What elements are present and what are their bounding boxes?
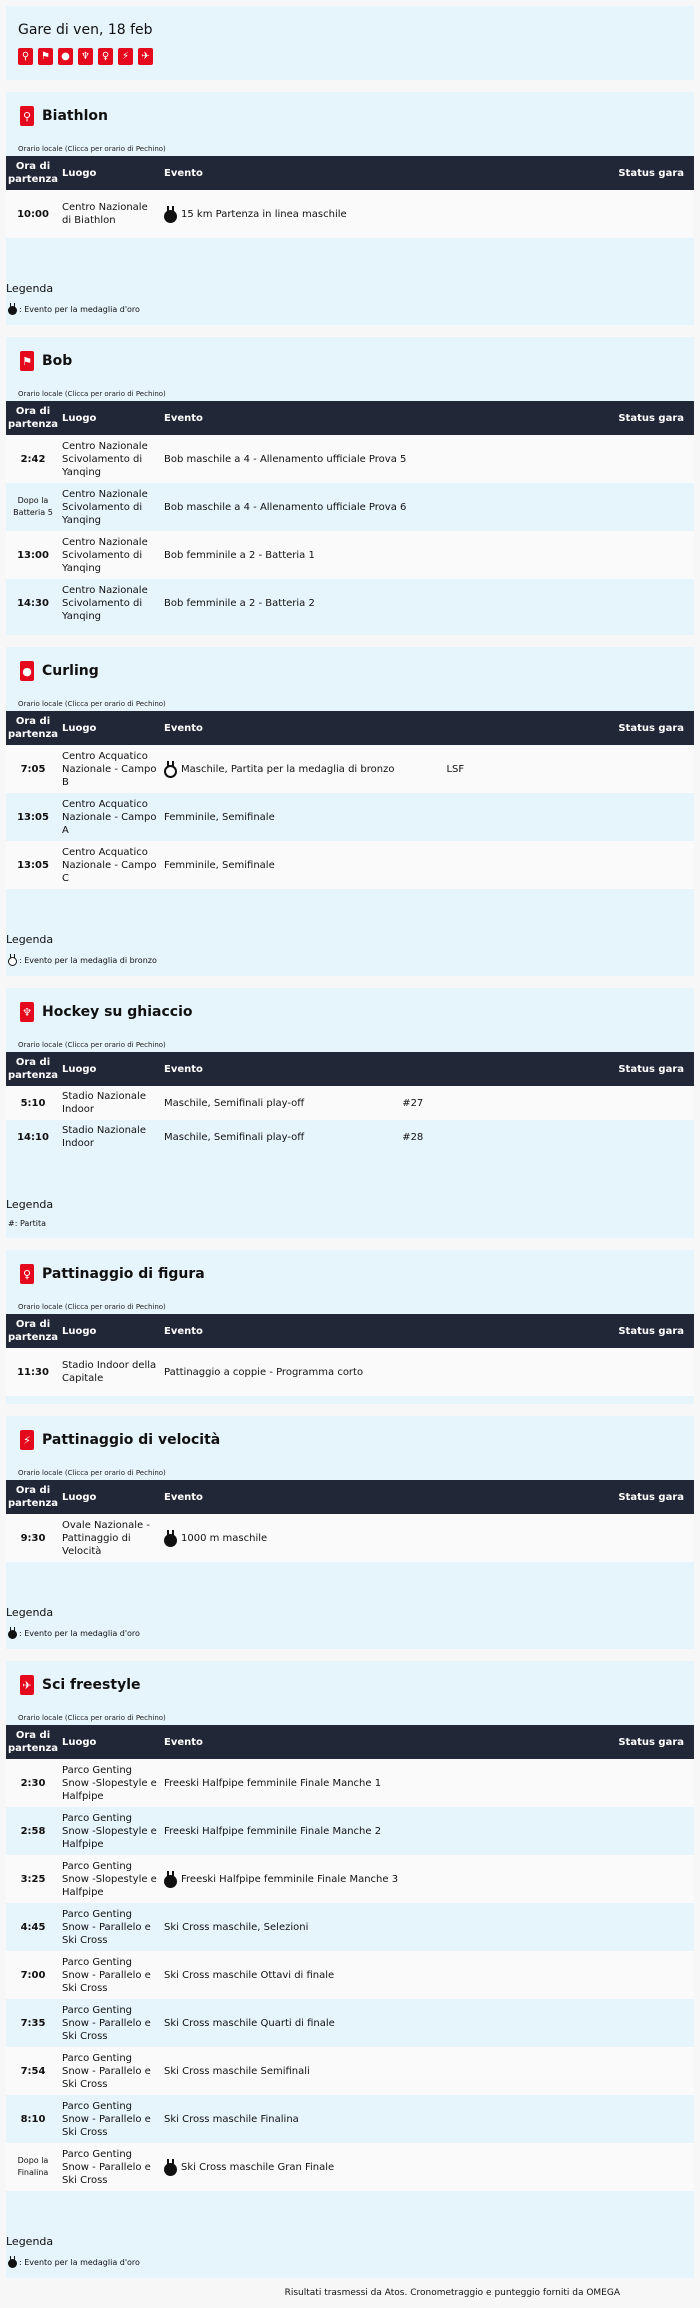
biathlon-icon: ⚲ (20, 106, 34, 126)
event-cell (160, 435, 584, 483)
event-wrap (164, 1530, 584, 1547)
bronze-medal-icon (164, 761, 177, 778)
ice-hockey-icon: ♆ (20, 1002, 34, 1022)
venue: Stadio Nazionale Indoor (62, 1091, 146, 1115)
event-cell (160, 2095, 584, 2143)
local-time-toggle[interactable]: Orario locale (Clicca per orario di Pechino) (18, 145, 166, 153)
sport-section (6, 1661, 694, 2278)
race-status (584, 1855, 694, 1903)
section-title: Bob (42, 353, 73, 369)
column-header-time: Ora di partenza (7, 1319, 59, 1343)
event-name[interactable]: Maschile, Partita per la medaglia di bronzo (181, 763, 395, 775)
section-title: Biathlon (42, 108, 108, 124)
section-header (6, 337, 694, 385)
start-time: 14:30 (17, 597, 49, 609)
venue: Parco Genting Snow -Slopestyle e Halfpipe (62, 1764, 157, 1802)
venue: Parco Genting Snow - Parallelo e Ski Cross (62, 2052, 151, 2090)
column-header-event: Evento (164, 412, 203, 424)
match-number: #28 (402, 1131, 424, 1143)
table-header-row (6, 1480, 694, 1514)
sport-icons-bar (18, 48, 682, 65)
medal-disc (164, 1875, 177, 1888)
column-header-event: Evento (164, 722, 203, 734)
table-header-row (6, 1314, 694, 1348)
legend-title: Legenda (6, 282, 54, 295)
table-row[interactable] (6, 745, 694, 793)
medal-disc (8, 306, 17, 315)
column-header-time: Ora di partenza (7, 1057, 59, 1081)
schedule-table (6, 1052, 694, 1154)
footer-credits: Risultati trasmessi da Atos. Cronometraggio e punteggio forniti da OMEGA (284, 2288, 620, 2298)
column-header-event: Evento (164, 1491, 203, 1503)
table-row[interactable] (6, 1855, 694, 1903)
event-name[interactable]: Ski Cross maschile Finalina (164, 2113, 299, 2125)
event-wrap (164, 1970, 584, 1981)
event-wrap (164, 1871, 584, 1888)
local-time-toggle[interactable]: Orario locale (Clicca per orario di Pechino) (18, 700, 166, 708)
section-header (6, 92, 694, 140)
section-header (6, 1250, 694, 1298)
event-wrap (164, 550, 584, 561)
sport-section (6, 92, 694, 325)
venue: Centro Acquatico Nazionale - Campo C (62, 846, 157, 884)
event-cell (160, 1086, 584, 1120)
race-status (584, 1999, 694, 2047)
schedule-table (6, 401, 694, 627)
table-row[interactable] (6, 1903, 694, 1951)
medal-disc (8, 2259, 17, 2268)
race-status (584, 1348, 694, 1396)
table-row[interactable] (6, 1759, 694, 1807)
ice-hockey-icon[interactable]: ♆ (78, 48, 93, 65)
event-cell (160, 1855, 584, 1903)
table-header-row (6, 401, 694, 435)
start-time: 8:10 (20, 2113, 46, 2125)
race-status (584, 190, 694, 238)
legend-gold (6, 2256, 694, 2268)
event-cell (160, 579, 584, 627)
start-time: 7:00 (20, 1969, 46, 1981)
table-row[interactable] (6, 483, 694, 531)
race-status (584, 2095, 694, 2143)
event-wrap (164, 2018, 584, 2029)
schedule-table (6, 1725, 694, 2191)
legend-title: Legenda (6, 1198, 54, 1211)
venue: Centro Nazionale Scivolamento di Yanqing (62, 584, 148, 622)
column-header-venue: Luogo (62, 1325, 97, 1337)
venue: Centro Acquatico Nazionale - Campo B (62, 750, 157, 788)
legend-title: Legenda (6, 933, 54, 946)
column-header-status: Status gara (618, 1491, 684, 1503)
column-header-venue: Luogo (62, 1491, 97, 1503)
event-cell (160, 1951, 584, 1999)
event-name[interactable]: Femminile, Semifinale (164, 859, 275, 871)
freestyle-skiing-icon[interactable]: ✈ (138, 48, 153, 65)
start-time: 13:05 (17, 811, 49, 823)
medal-disc (164, 210, 177, 223)
event-name[interactable]: Ski Cross maschile Semifinali (164, 2065, 310, 2077)
table-row[interactable] (6, 1348, 694, 1396)
start-time (6, 2143, 60, 2191)
legend-match-text: #: Partita (8, 1219, 46, 1228)
legend-title: Legenda (6, 1606, 54, 1619)
sport-section (6, 1416, 694, 1649)
schedule-table (6, 1314, 694, 1396)
schedule-table (6, 156, 694, 238)
event-name[interactable]: Ski Cross maschile Quarti di finale (164, 2017, 335, 2029)
legend (6, 238, 694, 325)
curling-icon: ● (20, 661, 34, 681)
start-time-label: Dopo la Finalina (17, 2156, 49, 2177)
medal-disc (164, 2163, 177, 2176)
column-header-time: Ora di partenza (7, 161, 59, 185)
column-header-status: Status gara (618, 1063, 684, 1075)
table-row[interactable] (6, 793, 694, 841)
event-cell (160, 2047, 584, 2095)
venue: Centro Nazionale Scivolamento di Yanqing (62, 536, 148, 574)
event-wrap (164, 502, 584, 513)
legend (6, 1562, 694, 1649)
medal-disc (164, 1534, 177, 1547)
event-name[interactable]: Femminile, Semifinale (164, 811, 275, 823)
table-row[interactable] (6, 579, 694, 627)
day-header (6, 6, 694, 80)
local-time-toggle[interactable]: Orario locale (Clicca per orario di Pechino) (18, 390, 166, 398)
start-time-label: Dopo la Batteria 5 (13, 496, 53, 517)
section-header (6, 1661, 694, 1709)
event-name[interactable]: Maschile, Semifinali play-off (164, 1097, 305, 1109)
venue: Parco Genting Snow -Slopestyle e Halfpipe (62, 1812, 157, 1850)
legend-gold-text: : Evento per la medaglia d'oro (19, 2257, 140, 2267)
event-cell (160, 531, 584, 579)
event-name[interactable]: Freeski Halfpipe femminile Finale Manche 2 (164, 1825, 382, 1837)
start-time (6, 483, 60, 531)
event-wrap (164, 761, 584, 778)
column-header-time: Ora di partenza (7, 406, 59, 430)
table-row[interactable] (6, 531, 694, 579)
event-name[interactable]: 1000 m maschile (181, 1532, 268, 1544)
section-header (6, 1416, 694, 1464)
section-header (6, 647, 694, 695)
column-header-status: Status gara (618, 1325, 684, 1337)
race-status (584, 579, 694, 627)
start-time: 13:05 (17, 859, 49, 871)
legend (6, 1154, 694, 1238)
race-status (584, 1951, 694, 1999)
legend-spacer (6, 1162, 694, 1192)
section-title: Hockey su ghiaccio (42, 1004, 193, 1020)
start-time: 14:10 (17, 1131, 49, 1143)
race-status (584, 531, 694, 579)
schedule-table (6, 711, 694, 889)
venue: Centro Acquatico Nazionale - Campo A (62, 798, 157, 836)
table-header-row (6, 156, 694, 190)
event-name[interactable]: Bob femminile a 2 - Batteria 1 (164, 549, 315, 561)
table-row[interactable] (6, 2143, 694, 2191)
race-status (584, 793, 694, 841)
venue: Stadio Nazionale Indoor (62, 1125, 146, 1149)
venue: Parco Genting Snow - Parallelo e Ski Cross (62, 2004, 151, 2042)
venue: Centro Nazionale Scivolamento di Yanqing (62, 440, 148, 478)
event-name[interactable]: Ski Cross maschile, Selezioni (164, 1921, 309, 1933)
event-wrap (164, 1778, 584, 1789)
sport-section (6, 988, 694, 1238)
race-status (584, 841, 694, 889)
venue: Parco Genting Snow - Parallelo e Ski Cross (62, 1956, 151, 1994)
column-header-time: Ora di partenza (7, 716, 59, 740)
race-status (584, 745, 694, 793)
event-cell (160, 2143, 584, 2191)
table-row[interactable] (6, 1086, 694, 1120)
gold-medal-icon (164, 1871, 177, 1888)
speed-skating-icon[interactable]: ⚡ (118, 48, 133, 65)
start-time: 11:30 (17, 1366, 49, 1378)
figure-skating-icon: ♀ (20, 1264, 34, 1284)
freestyle-skiing-icon: ✈ (20, 1675, 34, 1695)
start-time: 10:00 (17, 208, 49, 220)
start-time: 7:05 (20, 763, 46, 775)
event-wrap (164, 1132, 584, 1143)
start-time: 7:54 (20, 2065, 46, 2077)
sport-section (6, 647, 694, 976)
local-time-toggle[interactable]: Orario locale (Clicca per orario di Pechino) (18, 1303, 166, 1311)
race-status (584, 1903, 694, 1951)
event-cell (160, 841, 584, 889)
column-header-event: Evento (164, 1325, 203, 1337)
start-time: 2:58 (20, 1825, 46, 1837)
start-time: 5:10 (20, 1097, 46, 1109)
event-wrap (164, 598, 584, 609)
venue: Ovale Nazionale - Pattinaggio di Velocità (62, 1519, 150, 1557)
event-code: LSF (446, 763, 465, 775)
event-wrap (164, 1922, 584, 1933)
event-cell (160, 1514, 584, 1562)
legend-gold-text: : Evento per la medaglia d'oro (19, 304, 140, 314)
medal-disc (8, 1630, 17, 1639)
race-status (584, 1086, 694, 1120)
event-name[interactable]: Pattinaggio a coppie - Programma corto (164, 1366, 364, 1378)
table-row[interactable] (6, 1951, 694, 1999)
local-time-toggle[interactable]: Orario locale (Clicca per orario di Pechino) (18, 1469, 166, 1477)
medal-disc (164, 765, 177, 778)
race-status (584, 483, 694, 531)
table-row[interactable] (6, 1999, 694, 2047)
column-header-venue: Luogo (62, 167, 97, 179)
race-status (584, 1514, 694, 1562)
event-cell (160, 1999, 584, 2047)
event-name[interactable]: Bob femminile a 2 - Batteria 2 (164, 597, 315, 609)
event-cell (160, 1807, 584, 1855)
event-cell (160, 1120, 584, 1154)
event-wrap (164, 812, 584, 823)
legend-spacer (6, 2199, 694, 2229)
section-title: Pattinaggio di figura (42, 1266, 205, 1282)
table-row[interactable] (6, 435, 694, 483)
legend-bronze (6, 954, 694, 966)
figure-skating-icon[interactable]: ♀ (98, 48, 113, 65)
legend-gold-text: : Evento per la medaglia d'oro (19, 1628, 140, 1638)
venue: Parco Genting Snow - Parallelo e Ski Cross (62, 2148, 151, 2186)
event-name[interactable]: 15 km Partenza in linea maschile (181, 208, 347, 220)
bronze-medal-icon (8, 954, 17, 966)
event-cell (160, 1759, 584, 1807)
event-cell (160, 1348, 584, 1396)
event-name[interactable]: Freeski Halfpipe femminile Finale Manche 3 (181, 1873, 399, 1885)
schedule-table (6, 1480, 694, 1562)
table-header-row (6, 1725, 694, 1759)
column-header-status: Status gara (618, 167, 684, 179)
venue: Parco Genting Snow - Parallelo e Ski Cross (62, 2100, 151, 2138)
legend-title: Legenda (6, 2235, 54, 2248)
speed-skating-icon: ⚡ (20, 1430, 34, 1450)
legend-spacer (6, 246, 694, 276)
curling-icon[interactable]: ● (58, 48, 73, 65)
legend-gold (6, 1627, 694, 1639)
gold-medal-icon (164, 1530, 177, 1547)
race-status (584, 435, 694, 483)
column-header-venue: Luogo (62, 1063, 97, 1075)
event-wrap (164, 454, 584, 465)
bobsleigh-icon: ⚑ (20, 351, 34, 371)
start-time: 9:30 (20, 1532, 46, 1544)
event-cell (160, 793, 584, 841)
gold-medal-icon (8, 2256, 17, 2268)
sport-section (6, 1250, 694, 1404)
race-status (584, 1807, 694, 1855)
table-row[interactable] (6, 1514, 694, 1562)
column-header-status: Status gara (618, 722, 684, 734)
legend-gold (6, 303, 694, 315)
table-row[interactable] (6, 190, 694, 238)
column-header-venue: Luogo (62, 412, 97, 424)
section-header (6, 988, 694, 1036)
gold-medal-icon (164, 2159, 177, 2176)
event-name[interactable]: Bob maschile a 4 - Allenamento ufficiale Prova 5 (164, 453, 407, 465)
start-time: 7:35 (20, 2017, 46, 2029)
venue: Centro Nazionale Scivolamento di Yanqing (62, 488, 148, 526)
race-status (584, 2047, 694, 2095)
column-header-event: Evento (164, 1736, 203, 1748)
column-header-venue: Luogo (62, 1736, 97, 1748)
event-name[interactable]: Freeski Halfpipe femminile Finale Manche 1 (164, 1777, 382, 1789)
legend-spacer (6, 897, 694, 927)
table-row[interactable] (6, 1120, 694, 1154)
gold-medal-icon (8, 303, 17, 315)
start-time: 2:30 (20, 1777, 46, 1789)
race-status (584, 1759, 694, 1807)
table-header-row (6, 711, 694, 745)
legend-bronze-text: : Evento per la medaglia di bronzo (19, 955, 157, 965)
race-status (584, 2143, 694, 2191)
table-row[interactable] (6, 2095, 694, 2143)
venue: Centro Nazionale di Biathlon (62, 202, 148, 226)
column-header-event: Evento (164, 167, 203, 179)
event-name[interactable]: Bob maschile a 4 - Allenamento ufficiale Prova 6 (164, 501, 407, 513)
section-title: Sci freestyle (42, 1677, 141, 1693)
event-cell (160, 745, 584, 793)
table-row[interactable] (6, 2047, 694, 2095)
event-wrap (164, 1826, 584, 1837)
event-wrap (164, 206, 584, 223)
match-number: #27 (402, 1097, 424, 1109)
column-header-status: Status gara (618, 1736, 684, 1748)
event-name[interactable]: Maschile, Semifinali play-off (164, 1131, 305, 1143)
biathlon-icon[interactable]: ⚲ (18, 48, 33, 65)
section-bottom (6, 1396, 694, 1404)
local-time-toggle[interactable]: Orario locale (Clicca per orario di Pechino) (18, 1714, 166, 1722)
local-time-toggle[interactable]: Orario locale (Clicca per orario di Pechino) (18, 1041, 166, 1049)
gold-medal-icon (8, 1627, 17, 1639)
section-bottom (6, 627, 694, 635)
event-cell (160, 190, 584, 238)
bobsleigh-icon[interactable]: ⚑ (38, 48, 53, 65)
event-name[interactable]: Ski Cross maschile Ottavi di finale (164, 1969, 335, 1981)
event-wrap (164, 860, 584, 871)
section-title: Curling (42, 663, 99, 679)
sport-section (6, 337, 694, 635)
gold-medal-icon (164, 206, 177, 223)
table-row[interactable] (6, 841, 694, 889)
column-header-time: Ora di partenza (7, 1730, 59, 1754)
column-header-status: Status gara (618, 412, 684, 424)
event-wrap (164, 2159, 584, 2176)
event-wrap (164, 2114, 584, 2125)
legend (6, 889, 694, 976)
event-wrap (164, 1367, 584, 1378)
event-wrap (164, 2066, 584, 2077)
event-cell (160, 1903, 584, 1951)
start-time: 13:00 (17, 549, 49, 561)
race-status (584, 1120, 694, 1154)
start-time: 4:45 (20, 1921, 46, 1933)
column-header-venue: Luogo (62, 722, 97, 734)
start-time: 2:42 (20, 453, 46, 465)
day-title: Gare di ven, 18 feb (18, 22, 153, 38)
event-name[interactable]: Ski Cross maschile Gran Finale (181, 2161, 335, 2173)
table-header-row (6, 1052, 694, 1086)
event-cell (160, 483, 584, 531)
venue: Stadio Indoor della Capitale (62, 1360, 157, 1384)
column-header-time: Ora di partenza (7, 1485, 59, 1509)
medal-disc (8, 957, 17, 966)
venue: Parco Genting Snow - Parallelo e Ski Cross (62, 1908, 151, 1946)
table-row[interactable] (6, 1807, 694, 1855)
legend-spacer (6, 1570, 694, 1600)
legend (6, 2191, 694, 2278)
start-time: 3:25 (20, 1873, 46, 1885)
venue: Parco Genting Snow -Slopestyle e Halfpipe (62, 1860, 157, 1898)
event-wrap (164, 1098, 584, 1109)
legend-match (6, 1219, 694, 1228)
column-header-event: Evento (164, 1063, 203, 1075)
section-title: Pattinaggio di velocità (42, 1432, 221, 1448)
